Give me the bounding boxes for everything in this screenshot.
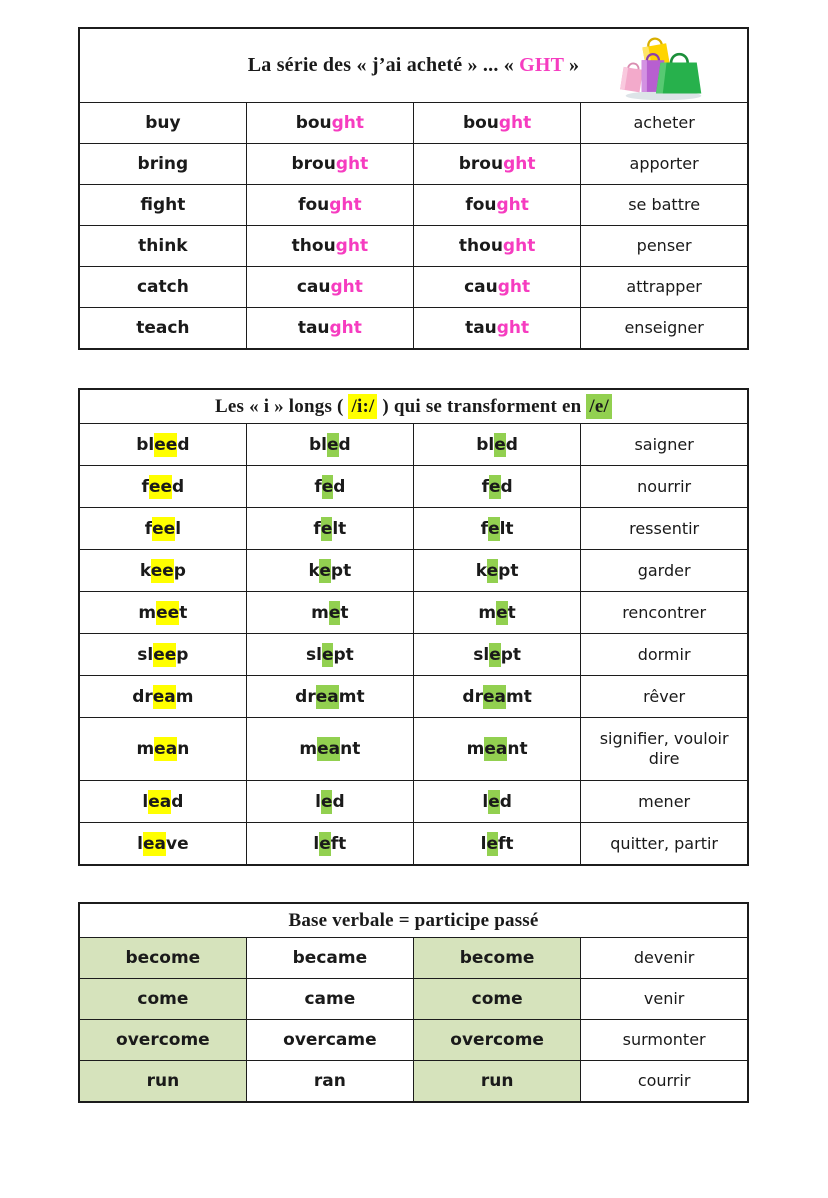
base-verb-cell: fight <box>79 185 246 226</box>
ght-highlight: ght <box>335 154 369 174</box>
past-participle-cell: left <box>414 823 581 866</box>
translation-cell: dormir <box>581 634 748 676</box>
base-verb-cell: overcome <box>79 1020 246 1061</box>
base-verb-cell: keep <box>79 550 246 592</box>
past-participle-cell: led <box>414 781 581 823</box>
past-participle-cell: fed <box>414 466 581 508</box>
ght-highlight: ght <box>329 318 362 338</box>
document-page <box>0 27 828 1198</box>
past-participle-cell: slept <box>414 634 581 676</box>
table-row <box>79 550 748 592</box>
base-verb-cell: teach <box>79 308 246 350</box>
table-row <box>79 466 748 508</box>
translation-cell: attrapper <box>581 267 748 308</box>
translation-cell: quitter, partir <box>581 823 748 866</box>
table-row <box>79 823 748 866</box>
translation-cell: signifier, vouloir dire <box>581 718 748 781</box>
preterit-cell: fed <box>246 466 413 508</box>
translation-cell: saigner <box>581 424 748 466</box>
preterit-cell: slept <box>246 634 413 676</box>
base-equals-pp-title: Base verbale = participe passé <box>79 903 748 938</box>
translation-cell: mener <box>581 781 748 823</box>
past-participle-cell: become <box>414 938 581 979</box>
table-row <box>79 938 748 979</box>
preterit-cell: kept <box>246 550 413 592</box>
table-row <box>79 424 748 466</box>
past-participle-cell: bled <box>414 424 581 466</box>
table-title-row <box>79 903 748 938</box>
translation-cell: rêver <box>581 676 748 718</box>
ght-verbs-table <box>78 27 749 350</box>
long-i-table-title: Les « i » longs ( /i:/ ) qui se transforment en /e/ <box>79 389 748 424</box>
past-participle-cell: met <box>414 592 581 634</box>
ght-highlight: ght <box>497 277 531 297</box>
base-equals-pp-table <box>78 902 749 1103</box>
past-participle-cell: kept <box>414 550 581 592</box>
base-verb-cell: feed <box>79 466 246 508</box>
preterit-cell: fought <box>246 185 413 226</box>
preterit-cell: bought <box>246 103 413 144</box>
past-participle-cell: taught <box>414 308 581 350</box>
table-row <box>79 979 748 1020</box>
base-verb-cell: buy <box>79 103 246 144</box>
translation-cell: ressentir <box>581 508 748 550</box>
preterit-cell: met <box>246 592 413 634</box>
table-row <box>79 781 748 823</box>
phoneme-e-highlight: /e/ <box>586 394 612 419</box>
base-verb-cell: run <box>79 1061 246 1103</box>
table-row <box>79 718 748 781</box>
past-participle-cell: felt <box>414 508 581 550</box>
preterit-cell: taught <box>246 308 413 350</box>
ght-highlight: ght <box>496 195 529 215</box>
translation-cell: enseigner <box>581 308 748 350</box>
ght-highlight: ght <box>502 236 536 256</box>
ght-highlight: ght <box>503 154 536 174</box>
base-verb-cell: feel <box>79 508 246 550</box>
past-participle-cell: caught <box>414 267 581 308</box>
past-participle-cell: come <box>414 979 581 1020</box>
base-verb-cell: dream <box>79 676 246 718</box>
past-participle-cell: dreamt <box>414 676 581 718</box>
shopping-bags-icon <box>613 33 711 101</box>
ght-highlight: ght <box>330 277 363 297</box>
base-verb-cell: catch <box>79 267 246 308</box>
preterit-cell: ran <box>246 1061 413 1103</box>
table-title-row <box>79 28 748 103</box>
title-accent-ght: GHT <box>519 54 564 76</box>
preterit-cell: led <box>246 781 413 823</box>
translation-cell: garder <box>581 550 748 592</box>
past-participle-cell: meant <box>414 718 581 781</box>
table-row <box>79 308 748 350</box>
preterit-cell: caught <box>246 267 413 308</box>
base-verb-cell: meet <box>79 592 246 634</box>
phoneme-i-highlight: /i:/ <box>348 394 377 419</box>
preterit-cell: meant <box>246 718 413 781</box>
translation-cell: courrir <box>581 1061 748 1103</box>
preterit-cell: left <box>246 823 413 866</box>
long-i-verbs-table <box>78 388 749 866</box>
table-row <box>79 1020 748 1061</box>
preterit-cell: bled <box>246 424 413 466</box>
translation-cell: rencontrer <box>581 592 748 634</box>
base-verb-cell: lead <box>79 781 246 823</box>
base-verb-cell: sleep <box>79 634 246 676</box>
table-row <box>79 676 748 718</box>
preterit-cell: brought <box>246 144 413 185</box>
table-row <box>79 267 748 308</box>
translation-cell: acheter <box>581 103 748 144</box>
table-row <box>79 144 748 185</box>
ght-highlight: ght <box>496 318 530 338</box>
base-verb-cell: come <box>79 979 246 1020</box>
table-title-row <box>79 389 748 424</box>
table-row <box>79 103 748 144</box>
translation-cell: penser <box>581 226 748 267</box>
past-participle-cell: thought <box>414 226 581 267</box>
preterit-cell: dreamt <box>246 676 413 718</box>
base-verb-cell: bring <box>79 144 246 185</box>
past-participle-cell: bought <box>414 103 581 144</box>
base-verb-cell: bleed <box>79 424 246 466</box>
base-verb-cell: think <box>79 226 246 267</box>
base-verb-cell: mean <box>79 718 246 781</box>
table-row <box>79 508 748 550</box>
translation-cell: nourrir <box>581 466 748 508</box>
preterit-cell: became <box>246 938 413 979</box>
preterit-cell: came <box>246 979 413 1020</box>
preterit-cell: felt <box>246 508 413 550</box>
base-verb-cell: become <box>79 938 246 979</box>
translation-cell: apporter <box>581 144 748 185</box>
table-row <box>79 185 748 226</box>
table-row <box>79 634 748 676</box>
past-participle-cell: brought <box>414 144 581 185</box>
translation-cell: venir <box>581 979 748 1020</box>
table-row <box>79 226 748 267</box>
past-participle-cell: overcome <box>414 1020 581 1061</box>
past-participle-cell: fought <box>414 185 581 226</box>
ght-highlight: ght <box>331 113 365 133</box>
table-row <box>79 1061 748 1103</box>
ght-highlight: ght <box>335 236 369 256</box>
translation-cell: surmonter <box>581 1020 748 1061</box>
ght-highlight: ght <box>329 195 362 215</box>
past-participle-cell: run <box>414 1061 581 1103</box>
title-text-post: » <box>563 54 580 76</box>
preterit-cell: thought <box>246 226 413 267</box>
base-verb-cell: leave <box>79 823 246 866</box>
title-text-pre: La série des « j’ai acheté » ... « <box>247 54 520 76</box>
translation-cell: se battre <box>581 185 748 226</box>
ght-highlight: ght <box>498 113 532 133</box>
preterit-cell: overcame <box>246 1020 413 1061</box>
translation-cell: devenir <box>581 938 748 979</box>
table-row <box>79 592 748 634</box>
ght-table-title <box>79 28 748 103</box>
